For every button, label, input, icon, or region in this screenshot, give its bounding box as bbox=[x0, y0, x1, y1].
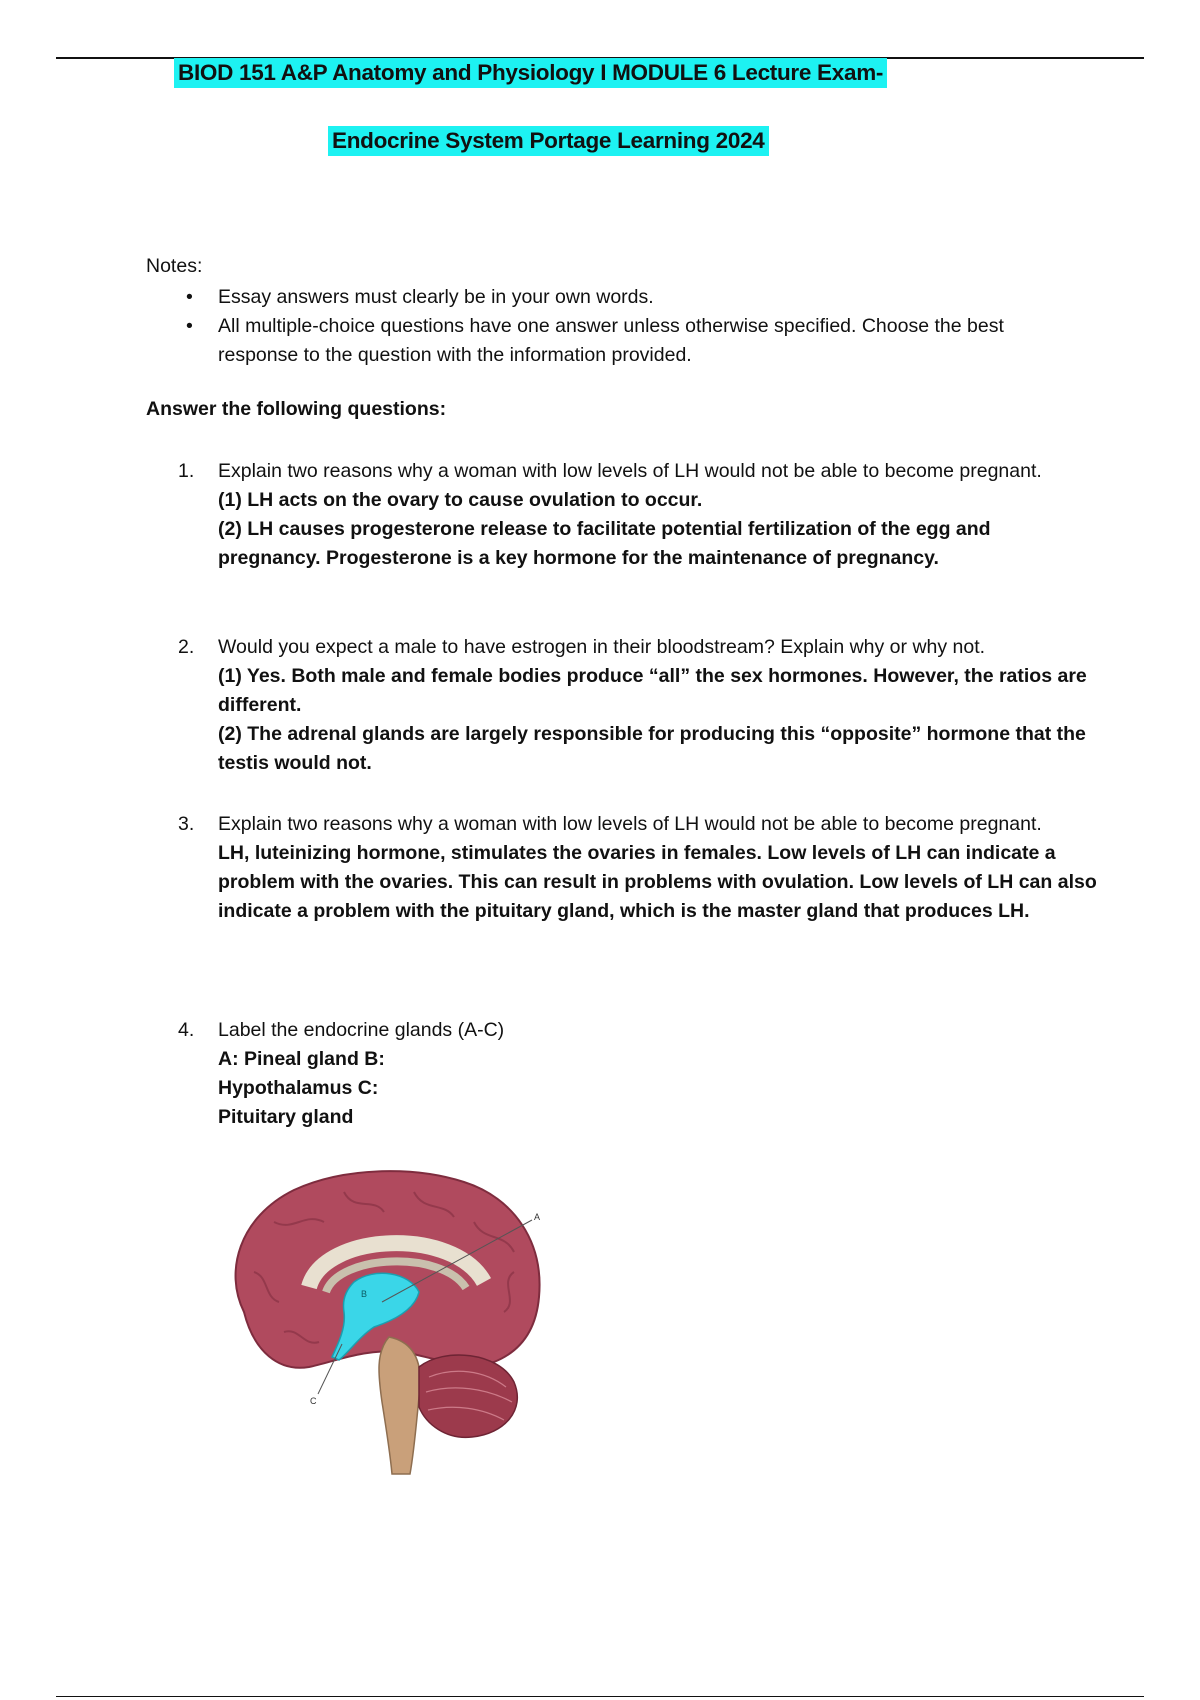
answer-line: LH, luteinizing hormone, stimulates the ovaries in females. Low levels of LH can indicate a problem with the ovaries. This can result in problems with ovulation. Low levels of LH can also indicate a problem with the pituitary gland, which is the master gland that produces LH. bbox=[218, 842, 1097, 922]
question-number: 3. bbox=[178, 813, 195, 835]
bullet-icon: • bbox=[186, 286, 193, 308]
question-number: 4. bbox=[178, 1019, 195, 1041]
question-number: 2. bbox=[178, 636, 195, 658]
brainstem-shape bbox=[379, 1337, 420, 1474]
question-prompt: Explain two reasons why a woman with low levels of LH would not be able to become pregnant. bbox=[218, 460, 1042, 482]
question-2 bbox=[178, 633, 1098, 778]
answer-line: A: Pineal gland B: bbox=[218, 1048, 385, 1070]
notes-item-text: Essay answers must clearly be in your own words. bbox=[218, 286, 654, 308]
figure-label-b: B bbox=[361, 1289, 368, 1299]
question-prompt: Would you expect a male to have estrogen in their bloodstream? Explain why or why not. bbox=[218, 636, 986, 658]
brain-sagittal-figure bbox=[214, 1162, 554, 1482]
answer-line: Hypothalamus C: bbox=[218, 1077, 379, 1099]
question-4 bbox=[178, 1016, 1098, 1132]
answer-line: (2) LH causes progesterone release to facilitate potential fertilization of the egg and pregnancy. Progesterone is a key hormone for the maintenance of pregnancy. bbox=[218, 518, 991, 569]
notes-item bbox=[186, 312, 1076, 370]
section-heading: Answer the following questions: bbox=[146, 398, 447, 420]
answer-line: (1) LH acts on the ovary to cause ovulation to occur. bbox=[218, 489, 703, 511]
answer-line: (1) Yes. Both male and female bodies produce “all” the sex hormones. However, the ratios are different. bbox=[218, 665, 1087, 716]
answer-line: Pituitary gland bbox=[218, 1106, 354, 1128]
document-title-line-2: Endocrine System Portage Learning 2024 bbox=[328, 126, 769, 156]
answer-line: (2) The adrenal glands are largely responsible for producing this “opposite” hormone that the testis would not. bbox=[218, 723, 1086, 774]
cerebellum-shape bbox=[419, 1355, 517, 1437]
document-title-line-1: BIOD 151 A&P Anatomy and Physiology I MODULE 6 Lecture Exam- bbox=[174, 58, 887, 88]
bullet-icon: • bbox=[186, 315, 193, 337]
figure-label-c: C bbox=[310, 1396, 317, 1406]
question-number: 1. bbox=[178, 460, 195, 482]
question-prompt: Explain two reasons why a woman with low levels of LH would not be able to become pregnant. bbox=[218, 813, 1042, 835]
notes-list bbox=[186, 283, 1076, 370]
notes-label: Notes: bbox=[146, 255, 203, 277]
figure-label-a: A bbox=[534, 1212, 541, 1222]
question-3 bbox=[178, 810, 1098, 926]
question-1 bbox=[178, 457, 1098, 573]
notes-item bbox=[186, 283, 1076, 312]
notes-item-text: All multiple-choice questions have one answer unless otherwise specified. Choose the best response to the question with the information provided. bbox=[218, 315, 1004, 366]
question-prompt: Label the endocrine glands (A-C) bbox=[218, 1019, 505, 1041]
bottom-rule bbox=[56, 1696, 1144, 1697]
